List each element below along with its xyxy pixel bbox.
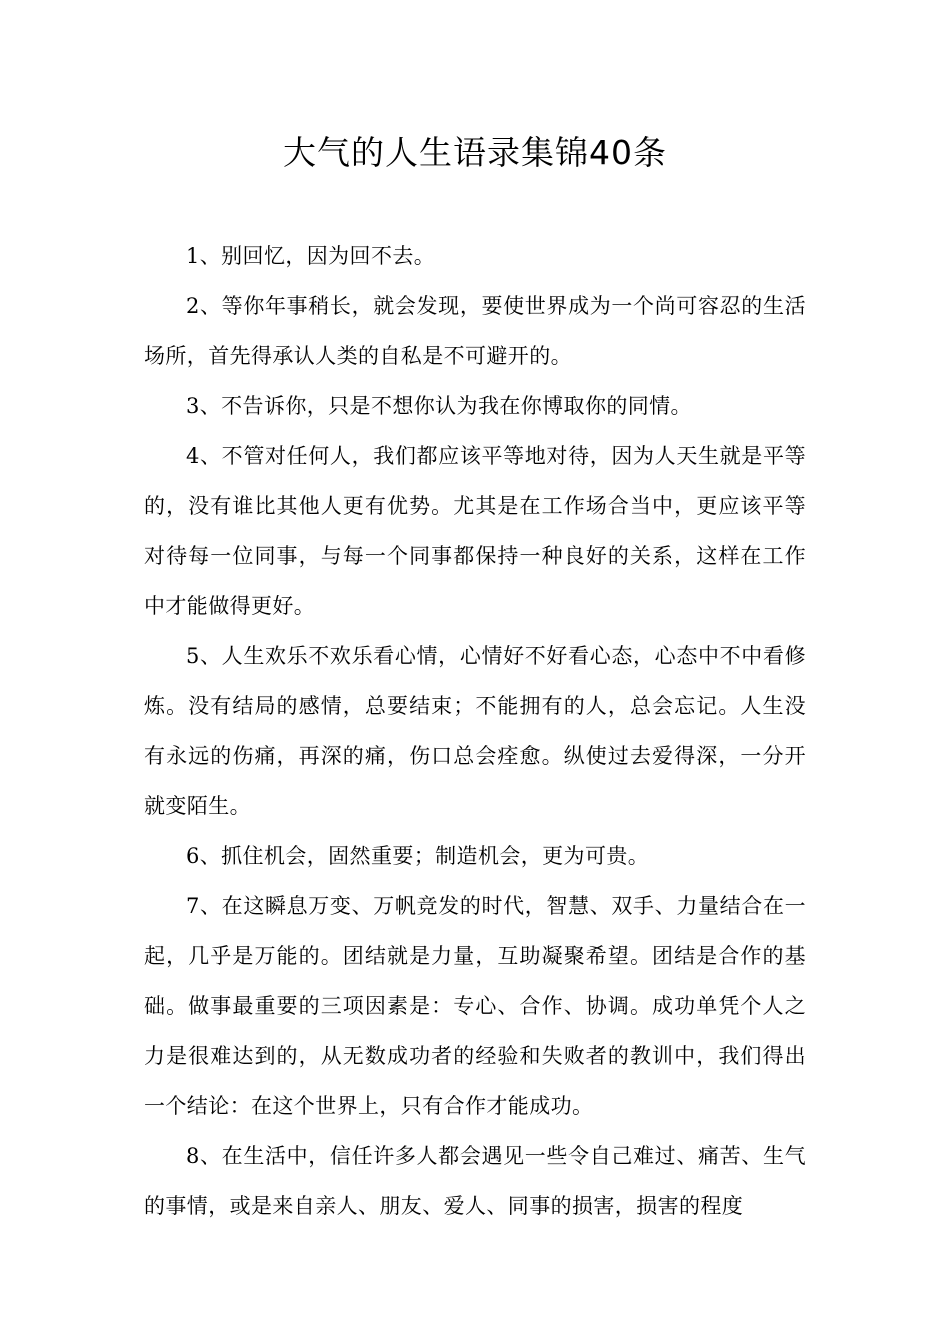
paragraph-7: 7、在这瞬息万变、万帆竞发的时代，智慧、双手、力量结合在一起，几乎是万能的。团结就是力量，互助凝聚希望。团结是合作的基础。做事最重要的三项因素是：专心、合作、协调。成功单凭个人之力是很难达到的，从无数成功者的经验和失败者的教训中，我们得出一个结论：在这个世界上，只有合作才能成功。 <box>144 894 806 1118</box>
paragraph-3: 3、不告诉你，只是不想你认为我在你博取你的同情。 <box>186 394 692 418</box>
page-title: 大气的人生语录集锦40条 <box>283 133 667 172</box>
paragraph-6: 6、抓住机会，固然重要；制造机会，更为可贵。 <box>186 844 650 868</box>
document-body <box>144 231 806 1231</box>
paragraph-4: 4、不管对任何人，我们都应该平等地对待，因为人天生就是平等的，没有谁比其他人更有优势。尤其是在工作场合当中，更应该平等对待每一位同事，与每一个同事都保持一种良好的关系，这样在工作中才能做得更好。 <box>144 444 806 618</box>
paragraph-8: 8、在生活中，信任许多人都会遇见一些令自己难过、痛苦、生气的事情，或是来自亲人、朋友、爱人、同事的损害，损害的程度 <box>144 1144 806 1218</box>
paragraph-2: 2、等你年事稍长，就会发现，要使世界成为一个尚可容忍的生活场所，首先得承认人类的自私是不可避开的。 <box>144 294 806 368</box>
paragraph-1: 1、别回忆，因为回不去。 <box>186 244 436 268</box>
paragraph-5: 5、人生欢乐不欢乐看心情，心情好不好看心态，心态中不中看修炼。没有结局的感情，总要结束；不能拥有的人，总会忘记。人生没有永远的伤痛，再深的痛，伤口总会痊愈。纵使过去爱得深，一分开就变陌生。 <box>144 644 806 818</box>
